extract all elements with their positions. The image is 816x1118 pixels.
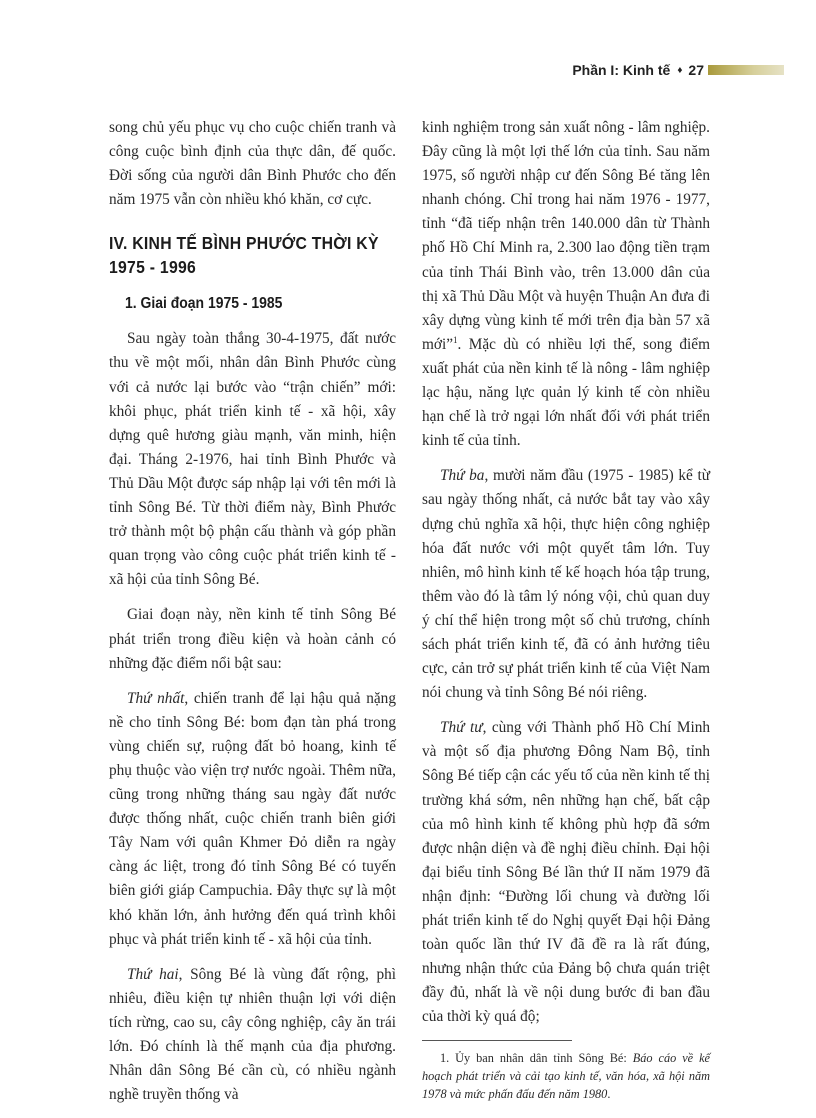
paragraph — [422, 716, 710, 1029]
paragraph-lead: Thứ nhất — [127, 689, 185, 707]
paragraph-continued — [422, 116, 710, 453]
paragraph-lead: Thứ ba — [440, 467, 485, 485]
paragraph — [109, 963, 396, 1108]
subsection-heading: 1. Giai đoạn 1975 - 1985 — [125, 295, 283, 313]
footnote-end: . — [607, 1087, 611, 1102]
footnote-reference: 1 — [453, 334, 458, 345]
paragraph: Giai đoạn này, nền kinh tế tỉnh Sông Bé phát triển trong điều kiện và hoàn cảnh có những đặc điểm nổi bật sau: — [109, 606, 396, 672]
footnote — [422, 1049, 710, 1103]
left-column — [109, 116, 396, 1118]
diamond-separator-icon: ♦ — [677, 64, 683, 76]
paragraph-lead: Thứ tư — [440, 719, 483, 737]
footnote-title: Báo cáo về kế hoạch phát triển và cải tạo kinh tế, văn hóa, xã hội năm 1978 và mức phấn đấu đến năm 1980 — [422, 1051, 710, 1102]
paragraph-body: kinh nghiệm trong sản xuất nông - lâm nghiệp. Đây cũng là một lợi thế lớn của tỉnh. Sau năm 1975, số người nhập cư đến Sông Bé tăng lên nhanh chóng. Chỉ trong hai năm 1976 - 1977, tỉnh “đã tiếp nhận trên 140.000 dân từ Thành phố Hồ Chí Minh ra, 2.300 lao động tiền trạm của tỉnh Thái Bình vào, trên 13.000 dân của thị xã Thủ Dầu Một và huyện Thuận An đưa đi xây dựng vùng kinh tế mới trên địa bàn 57 xã mới” — [422, 119, 710, 353]
page-number: 27 — [688, 62, 704, 78]
paragraph-body: , Sông Bé là vùng đất rộng, phì nhiêu, điều kiện tự nhiên thuận lợi với diện tích rừng, cao su, cây công nghiệp, cây ăn trái lớn. Đó chính là thế mạnh của địa phương. Nhân dân Sông Bé cần cù, có nhiều ngành nghề truyền thống và — [109, 965, 396, 1104]
running-header — [572, 61, 784, 79]
paragraph-body-tail: . Mặc dù có nhiều lợi thế, song điểm xuất phát của nền kinh tế là nông - lâm nghiệp lạc hậu, năng lực quản lý kinh tế còn nhiều hạn chế là trở ngại lớn nhất đối với phát triển kinh tế của tỉnh. — [422, 335, 710, 450]
paragraph — [109, 687, 396, 952]
paragraph — [422, 464, 710, 705]
paragraph-continued: song chủ yếu phục vụ cho cuộc chiến tranh và công cuộc bình định của thực dân, đế quốc. Đời sống của người dân Bình Phước cho đến năm 1975 vẫn còn nhiều khó khăn, cơ cực. — [109, 119, 396, 209]
footnote-source: 1. Ủy ban nhân dân tỉnh Sông Bé: — [440, 1051, 633, 1066]
section-label: Phần I: Kinh tế — [572, 62, 671, 78]
paragraph-lead: Thứ hai — [127, 965, 179, 983]
header-color-bar — [708, 65, 784, 75]
paragraph: Sau ngày toàn thắng 30-4-1975, đất nước thu về một mối, nhân dân Bình Phước cùng với cả nước lại bước vào “trận chiến” mới: khôi phục, phát triển kinh tế - xã hội, xây dựng quê hương giàu mạnh, văn minh, hiện đại. Tháng 2-1976, hai tỉnh Bình Phước và Thủ Dầu Một được sáp nhập lại với tên mới là tỉnh Sông Bé. Từ thời điểm này, Bình Phước trở thành một bộ phận cấu thành và góp phần quan trọng vào công cuộc phát triển kinh tế - xã hội của tỉnh Sông Bé. — [109, 330, 396, 589]
paragraph-body: , chiến tranh để lại hậu quả nặng nề cho tỉnh Sông Bé: bom đạn tàn phá trong vùng chiến sự, ruộng đất bỏ hoang, kinh tế phụ thuộc vào viện trợ nước ngoài. Thêm nữa, cũng trong những tháng sau ngày đất nước được thống nhất, cuộc chiến tranh biên giới Tây Nam với quân Khmer Đỏ diễn ra ngày càng ác liệt, trong đó tỉnh Sông Bé có tuyến biên giới giáp Campuchia. Đây thực sự là một khó khăn lớn, ảnh hưởng đến quá trình khôi phục và phát triển kinh tế - xã hội của tỉnh. — [109, 689, 396, 948]
right-column — [422, 116, 710, 1103]
footnote-divider — [422, 1040, 572, 1041]
section-heading: IV. KINH TẾ BÌNH PHƯỚC THỜI KỲ 1975 - 1996 — [109, 233, 379, 278]
paragraph-body: , mười năm đầu (1975 - 1985) kể từ sau ngày thống nhất, cả nước bắt tay vào xây dựng chủ nghĩa xã hội, thực hiện công nghiệp hóa đất nước với một quyết tâm lớn. Tuy nhiên, mô hình kinh tế kế hoạch hóa tập trung, thêm vào đó là tâm lý nóng vội, chủ quan duy ý chí thể hiện trong một số chủ trương, chính sách phát triển kinh tế, đã có ảnh hưởng tiêu cực, cản trở sự phát triển kinh tế của Việt Nam nói chung và tỉnh Sông Bé nói riêng. — [422, 467, 710, 702]
paragraph-body: , cùng với Thành phố Hồ Chí Minh và một số địa phương Đông Nam Bộ, tỉnh Sông Bé tiếp cận các yếu tố của nền kinh tế thị trường khá sớm, nên những hạn chế, bất cập của mô hình kinh tế không phù hợp đã sớm được nhận diện và đề nghị điều chỉnh. Đại hội đại biểu tỉnh Sông Bé lần thứ II năm 1979 đã nhận định: “Đường lối chung và đường lối phát triển kinh tế do Nghị quyết Đại hội Đảng toàn quốc lần thứ IV đã đề ra là rất đúng, nhưng nhận thức của Đảng bộ chưa quán triệt đầy đủ, nhất là về nội dung bước đi ban đầu của thời kỳ quá độ; — [422, 719, 711, 1026]
